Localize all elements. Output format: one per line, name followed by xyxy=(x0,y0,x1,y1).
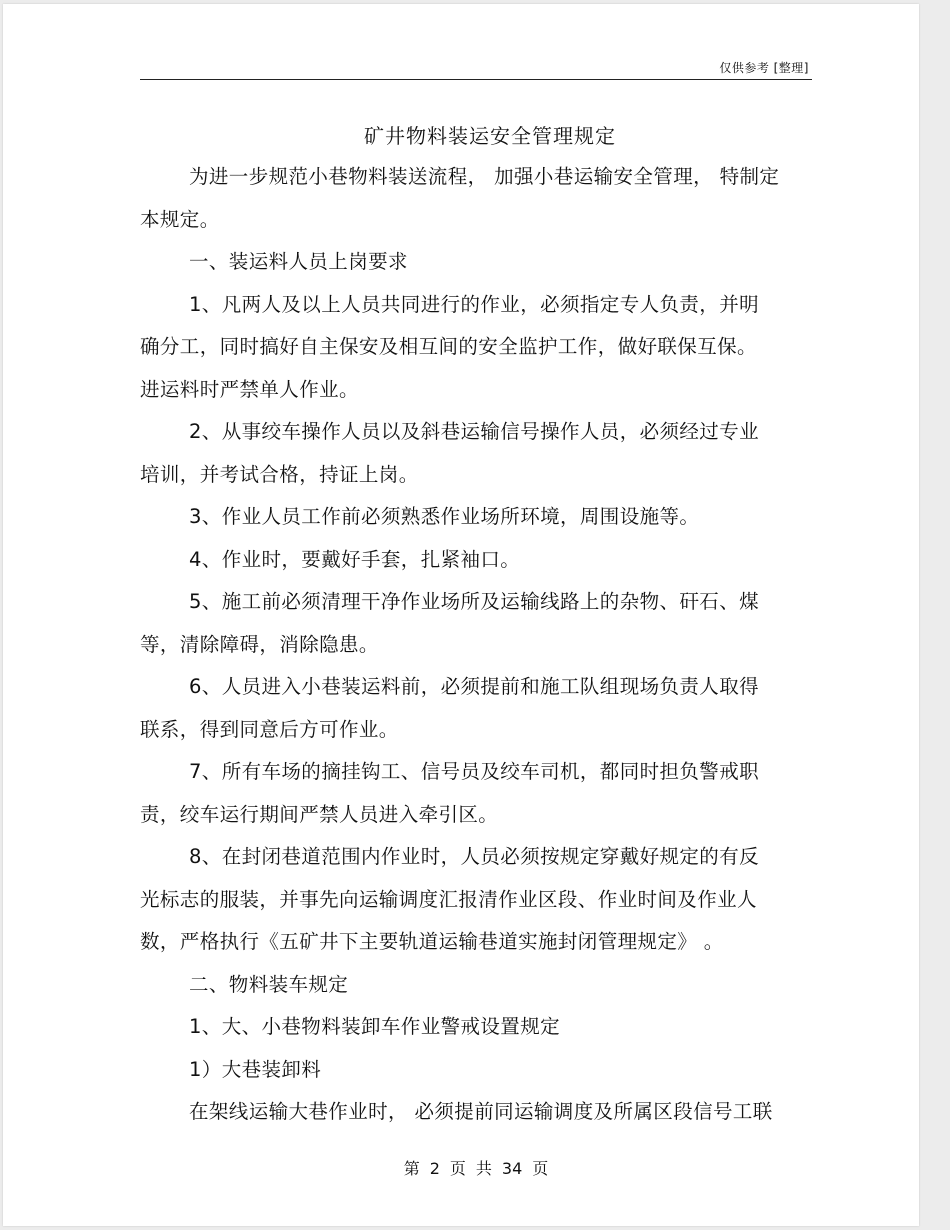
footer-prefix: 第 xyxy=(403,1159,420,1178)
body-text-line: 1、凡两人及以上人员共同进行的作业，必须指定专人负责，并明 xyxy=(189,292,760,316)
footer-total-pages: 34 xyxy=(501,1159,523,1178)
body-text-line: 1）大巷装卸料 xyxy=(189,1057,322,1081)
document-page xyxy=(3,4,919,1226)
footer-page-label: 页 xyxy=(449,1159,466,1178)
body-text-line: 1、大、小巷物料装卸车作业警戒设置规定 xyxy=(189,1015,561,1038)
header-divider xyxy=(140,79,812,80)
page-footer xyxy=(3,1156,949,1179)
body-text-line: 2、从事绞车操作人员以及斜巷运输信号操作人员，必须经过专业 xyxy=(189,420,760,443)
body-text-line: 本规定。 xyxy=(140,207,220,231)
header-reference-note: 仅供参考 [整理] xyxy=(719,61,809,75)
document-body xyxy=(140,160,840,1138)
body-text-line: 光标志的服装，并事先向运输调度汇报清作业区段、作业时间及作业人 xyxy=(140,887,757,911)
body-text-line: 4、作业时，要戴好手套，扎紧袖口。 xyxy=(189,547,521,571)
body-text-line: 7、所有车场的摘挂钩工、信号员及绞车司机，都同时担负警戒职 xyxy=(189,760,760,783)
body-text-line: 确分工，同时搞好自主保安及相互间的安全监护工作，做好联保互保。 xyxy=(140,335,757,358)
body-text-line: 进运料时严禁单人作业。 xyxy=(140,377,359,401)
body-text-line: 8、在封闭巷道范围内作业时，人员必须按规定穿戴好规定的有反 xyxy=(189,845,760,868)
footer-total-label: 共 xyxy=(475,1159,492,1178)
body-text-line: 二、物料装车规定 xyxy=(189,972,349,996)
body-text-line: 培训，并考试合格，持证上岗。 xyxy=(140,462,419,486)
body-text-line: 联系，得到同意后方可作业。 xyxy=(140,717,399,741)
body-text-line: 6、人员进入小巷装运料前，必须提前和施工队组现场负责人取得 xyxy=(189,675,760,698)
body-text-line: 责，绞车运行期间严禁人员进入牵引区。 xyxy=(140,802,499,826)
body-text-line: 5、施工前必须清理干净作业场所及运输线路上的杂物、矸石、煤 xyxy=(189,590,760,613)
document-title: 矿井物料装运安全管理规定 xyxy=(364,124,616,148)
footer-page-number: 2 xyxy=(429,1159,440,1178)
body-text-line: 在架线运输大巷作业时， 必须提前同运输调度及所属区段信号工联 xyxy=(189,1100,773,1123)
footer-suffix: 页 xyxy=(532,1159,549,1178)
body-text-line: 为进一步规范小巷物料装送流程， 加强小巷运输安全管理， 特制定 xyxy=(189,165,780,188)
body-text-line: 数，严格执行《五矿井下主要轨道运输巷道实施封闭管理规定》 。 xyxy=(140,930,724,953)
body-text-line: 等，清除障碍，消除隐患。 xyxy=(140,632,379,656)
body-text-line: 一、装运料人员上岗要求 xyxy=(189,250,408,273)
body-text-line: 3、作业人员工作前必须熟悉作业场所环境，周围设施等。 xyxy=(189,505,700,528)
